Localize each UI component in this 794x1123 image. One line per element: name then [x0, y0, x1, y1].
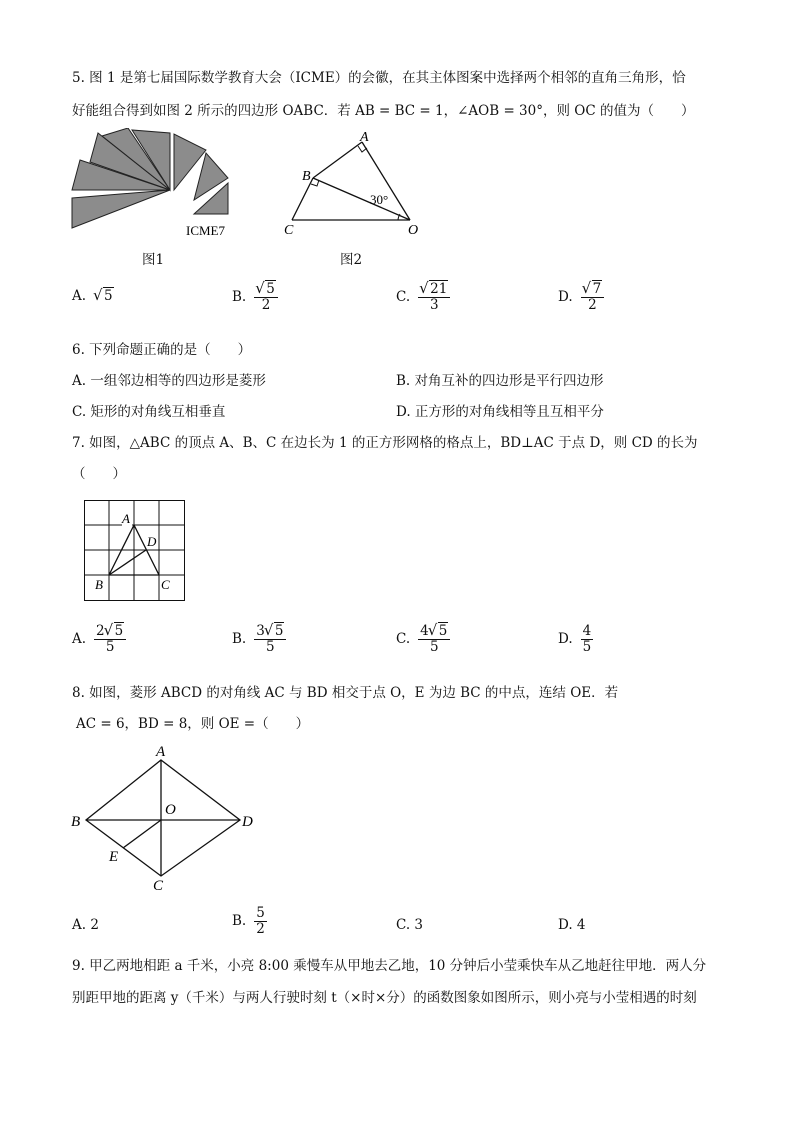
fig2-caption: 图2 — [340, 252, 363, 268]
q8-label-c: C — [153, 878, 164, 892]
q8-option-a[interactable]: A. 2 — [72, 917, 99, 933]
q8-rhombus-figure — [68, 740, 268, 892]
fig2-angle-label: 30° — [370, 192, 389, 207]
q7-label-c: C — [161, 577, 170, 592]
icme-logo-figure — [70, 128, 240, 238]
q8-stem-line1: 8. 如图，菱形 ABCD 的对角线 AC 与 BD 相交于点 O，E 为边 BC 的中点，连结 OE．若 — [72, 685, 619, 701]
q9-stem-line1: 9. 甲乙两地相距 a 千米，小亮 8:00 乘慢车从甲地去乙地，10 分钟后小莹乘快车从乙地赶往甲地．两人分 — [72, 958, 707, 974]
q7-stem-line1: 7. 如图，△ABC 的顶点 A、B、C 在边长为 1 的正方形网格的格点上，BD⊥AC 于点 D，则 CD 的长为 — [72, 435, 698, 451]
fig1-caption: 图1 — [142, 252, 165, 268]
q5-option-c[interactable]: C. √ $\frac{21}{3}$ — [396, 282, 450, 313]
q5-option-b[interactable]: B. √ $\frac{5}{2}$ — [232, 282, 278, 313]
q7-option-c[interactable]: C. $\frac{4√ 5}{5}$ — [396, 624, 450, 655]
q8-stem-line2: AC = 6，BD = 8，则 OE =（ ） — [76, 716, 310, 732]
q7-option-b[interactable]: B. $\frac{3√ 5}{5}$ — [232, 624, 286, 655]
q8-label-e: E — [109, 849, 119, 865]
q6-option-b[interactable]: B. 对角互补的四边形是平行四边形 — [396, 373, 604, 389]
q9-stem-line2: 别距甲地的距离 y（千米）与两人行驶时刻 t（×时×分）的函数图象如图所示，则小亮与小莹相遇的时刻 — [72, 990, 697, 1006]
q7-stem-line2: （ ） — [72, 466, 126, 482]
q8-label-o: O — [165, 802, 176, 818]
fig2-label-c: C — [284, 223, 294, 238]
q6-option-d[interactable]: D. 正方形的对角线相等且互相平分 — [396, 404, 604, 420]
logo-triangle-1 — [72, 190, 170, 228]
q8-label-b: B — [71, 814, 81, 830]
q8-option-d[interactable]: D. 4 — [558, 917, 586, 933]
fig2-label-o: O — [408, 223, 419, 238]
q5-stem-line1: 5. 图 1 是第七届国际数学教育大会（ICME）的会徽，在其主体图案中选择两个相邻的直角三角形，恰 — [72, 70, 686, 86]
q5-stem-line2: 好能组合得到如图 2 所示的四边形 OABC．若 AB = BC = 1，∠AOB = 30°，则 OC 的值为（ ） — [72, 103, 695, 119]
q7-label-a: A — [122, 511, 130, 526]
fig2-quadrilateral — [280, 130, 430, 240]
q7-option-d[interactable]: D. $\frac{4}{5}$ — [558, 623, 592, 655]
fig1-logo-label: ICME7 — [186, 223, 225, 238]
q8-label-d: D — [242, 814, 253, 830]
q6-option-a[interactable]: A. 一组邻边相等的四边形是菱形 — [72, 373, 266, 389]
q8-option-c[interactable]: C. 3 — [396, 917, 424, 933]
q7-grid-figure — [84, 500, 186, 602]
q7-label-d: D — [147, 534, 157, 549]
q5-option-a[interactable]: A. √ 5 — [72, 288, 114, 304]
q6-option-c[interactable]: C. 矩形的对角线互相垂直 — [72, 404, 226, 420]
q8-label-a: A — [156, 744, 166, 760]
q5-option-d[interactable]: D. √ $\frac{7}{2}$ — [558, 282, 604, 313]
fig2-label-b: B — [302, 169, 311, 184]
fig2-label-a: A — [360, 130, 369, 145]
q7-option-a[interactable]: A. $\frac{2√ 5}{5}$ — [72, 624, 126, 655]
q7-label-b: B — [95, 577, 103, 592]
q6-stem: 6. 下列命题正确的是（ ） — [72, 342, 252, 358]
q8-option-b[interactable]: B. $\frac{5}{2}$ — [232, 905, 265, 937]
